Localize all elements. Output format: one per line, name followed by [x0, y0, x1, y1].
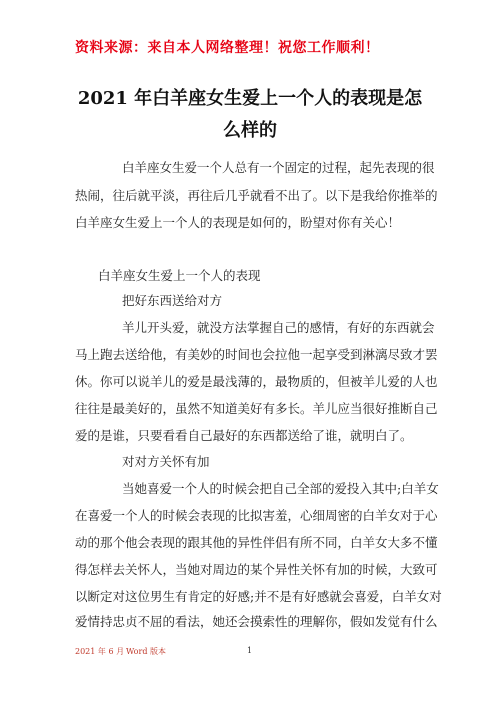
subsection-heading: 对对方关怀有加 — [122, 454, 210, 469]
intro-line: 白羊座女生爱上一个人的表现是如何的，盼望对你有关心！ — [75, 215, 401, 230]
paragraph-line: 休。你可以说羊儿的爱是最浅薄的，最物质的，但被羊儿爱的人也 — [75, 374, 438, 389]
paragraph-line: 羊儿开头爱，就没方法掌握自己的感情，有好的东西就会 — [122, 320, 435, 335]
document-title-line-1: 2021 年白羊座女生爱上一个人的表现是怎 — [77, 88, 423, 109]
intro-line: 白羊座女生爱一个人总有一个固定的过程，起先表现的很 — [122, 160, 435, 175]
paragraph-line: 爱情持忠贞不屈的看法，她还会摸索性的理解你，假如发觉有什么 — [75, 614, 438, 629]
paragraph-line: 在喜爱一个人的时候会表现的比拟害羞，心细周密的白羊女对于心 — [75, 508, 438, 523]
page-number: 1 — [247, 646, 253, 655]
subsection-heading: 把好东西送给对方 — [122, 293, 223, 308]
footer-version: Word 版本 — [126, 647, 166, 656]
document-title-line-2: 么样的 — [223, 120, 277, 141]
intro-line: 热闹，往后就平淡，再往后几乎就看不出了。以下是我给你推举的 — [75, 188, 438, 203]
paragraph-line: 爱的是谁，只要看看自己最好的东西都送给了谁，就明白了。 — [75, 428, 413, 443]
section-heading: 白羊座女生爱上一个人的表现 — [98, 268, 261, 283]
paragraph-line: 动的那个他会表现的跟其他的异性伴侣有所不同，白羊女大多不懂 — [75, 535, 438, 550]
paragraph-line: 以断定对这位男生有肯定的好感;并不是有好感就会喜爱，白羊女对 — [75, 589, 442, 604]
paragraph-line: 往往是最美好的，虽然不知道美好有多长。羊儿应当很好推断自己 — [75, 401, 438, 416]
footer-date: 2021 年 6 月 — [75, 647, 125, 656]
paragraph-line: 马上跑去送给他，有美妙的时间也会拉他一起享受到淋漓尽致才罢 — [75, 347, 438, 362]
source-banner: 资料来源：来自本人网络整理！祝您工作顺利！ — [75, 40, 380, 56]
paragraph-line: 当她喜爱一个人的时候会把自己全部的爱投入其中;白羊女 — [122, 481, 439, 496]
paragraph-line: 得怎样去关怀人，当她对周边的某个异性关怀有加的时候，大致可 — [75, 562, 438, 577]
